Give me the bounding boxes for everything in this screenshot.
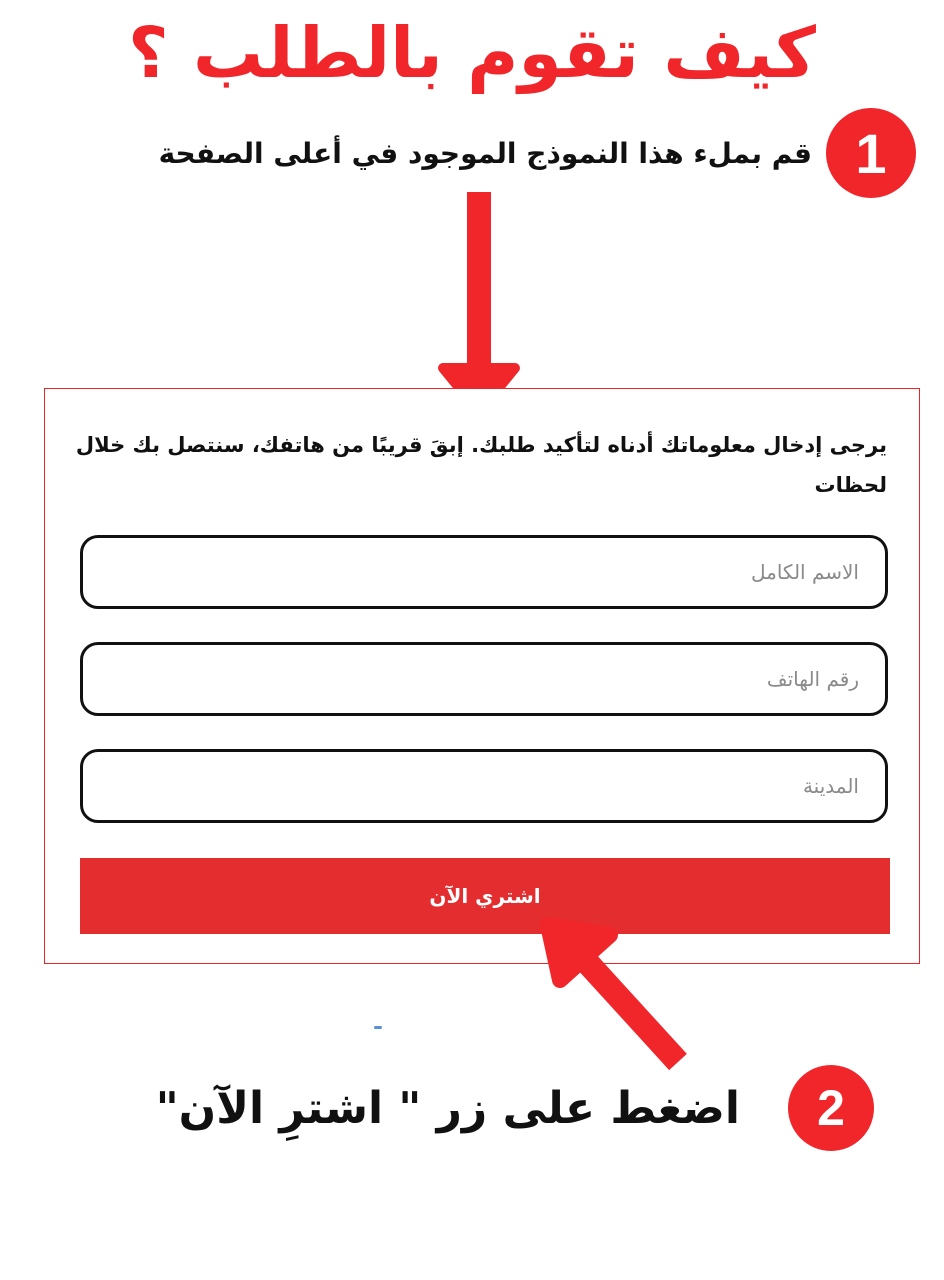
step-2-text: اضغط على زر " اشترِ الآن": [155, 1082, 740, 1134]
page-title: كيف تقوم بالطلب ؟: [128, 12, 816, 94]
step-1-text: قم بملء هذا النموذج الموجود في أعلى الصفحة: [158, 136, 812, 170]
step-2-badge: 2: [788, 1065, 874, 1151]
form-intro-text: يرجى إدخال معلوماتك أدناه لتأكيد طلبك. إبقَ قريبًا من هاتفك، سنتصل بك خلال لحظات: [75, 433, 887, 497]
step-2: [156, 1065, 874, 1151]
step-1: [159, 108, 916, 198]
arrow-down-icon: [443, 192, 515, 412]
order-form: [44, 388, 920, 964]
buy-now-button[interactable]: اشتري الآن: [80, 858, 890, 934]
phone-input[interactable]: [80, 642, 888, 716]
city-input[interactable]: [80, 749, 888, 823]
step-1-badge: 1: [826, 108, 916, 198]
full-name-input[interactable]: [80, 535, 888, 609]
blue-mark: [374, 1026, 382, 1029]
